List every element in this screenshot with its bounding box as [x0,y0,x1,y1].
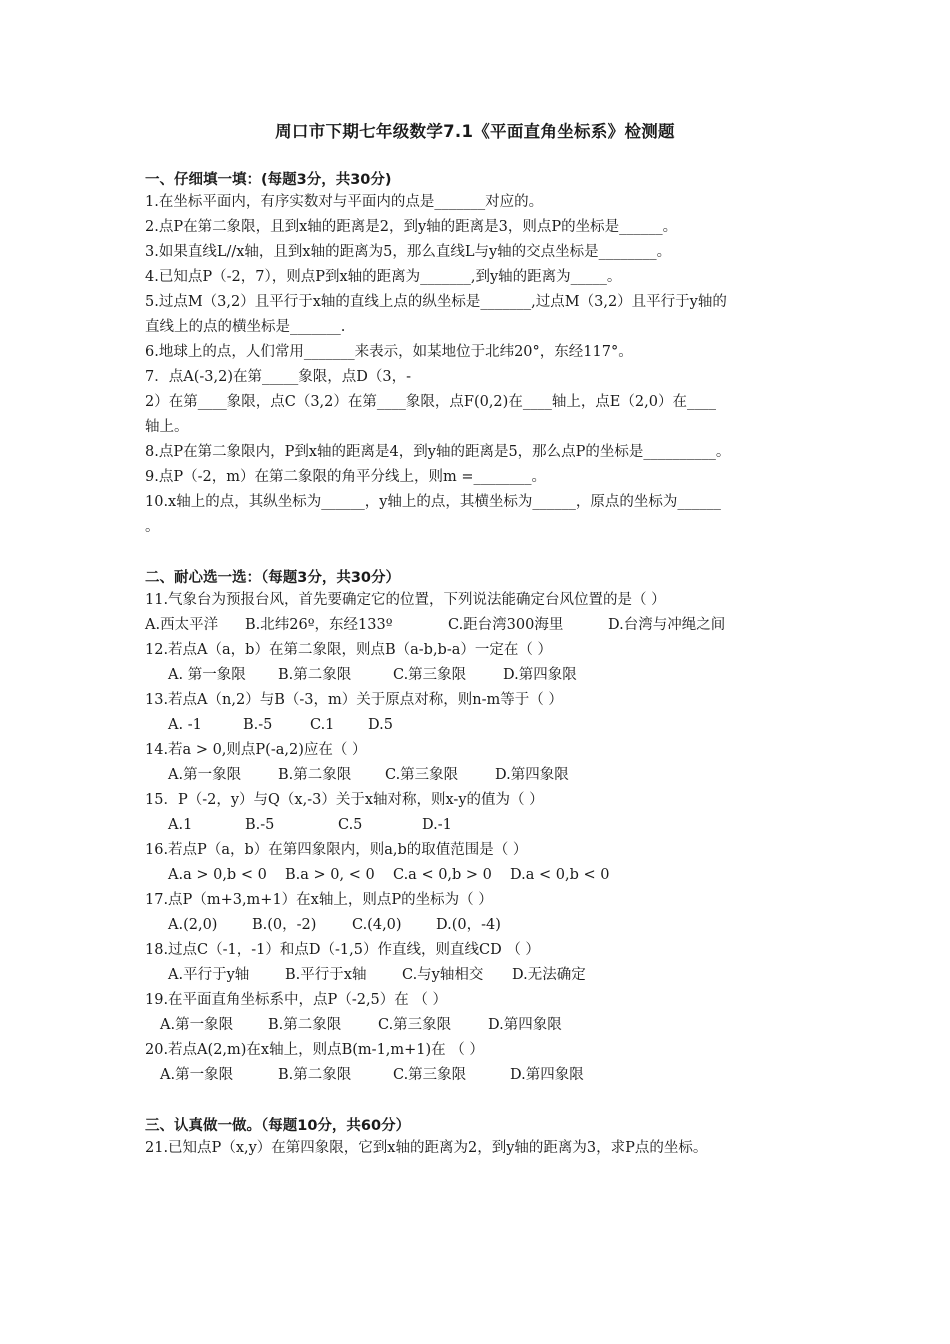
question-5-line-2: 直线上的点的横坐标是_______. [145,319,346,335]
question-19: 19.在平面直角坐标系中，点P（-2,5）在 （ ） [145,992,447,1008]
q17-option-d: D.(0，-4) [436,917,501,933]
question-14: 14.若a > 0,则点P(-a,2)应在（ ） [145,742,367,758]
q18-option-b: B.平行于x轴 [285,967,367,983]
question-21: 21.已知点P（x,y）在第四象限，它到x轴的距离为2，到y轴的距离为3，求P点的坐标。 [145,1140,708,1156]
q16-option-c: C.a < 0,b > 0 [393,867,492,883]
question-6: 6.地球上的点，人们常用_______来表示，如某地位于北纬20°，东经117°。 [145,344,633,360]
q15-option-c: C.5 [338,817,363,833]
q14-option-b: B.第二象限 [278,767,352,783]
q19-option-c: C.第三象限 [378,1017,452,1033]
q13-option-d: D.5 [368,717,393,733]
question-7-line-1: 7．点A(-3,2)在第_____象限，点D（3，- [145,369,411,385]
question-7-line-3: 轴上。 [145,419,189,435]
document-title: 周口市下期七年级数学7.1《平面直角坐标系》检测题 [275,122,675,141]
question-12: 12.若点A（a，b）在第二象限，则点B（a-b,b-a）一定在（ ） [145,642,552,658]
q12-option-a: A. 第一象限 [168,667,246,683]
question-16: 16.若点P（a，b）在第四象限内，则a,b的取值范围是（ ） [145,842,528,858]
q19-option-d: D.第四象限 [488,1017,562,1033]
q11-option-a: A.西太平洋 [145,617,219,633]
q17-option-a: A.(2,0) [168,917,218,933]
q15-option-a: A.1 [168,817,193,833]
q17-option-b: B.(0，-2) [252,917,317,933]
q13-option-b: B.-5 [243,717,273,733]
question-7-line-2: 2）在第____象限，点C（3,2）在第____象限，点F(0,2)在____轴上，点E（2,0）在____ [145,394,716,410]
q16-option-a: A.a > 0,b < 0 [168,867,267,883]
q17-option-c: C.(4,0) [352,917,402,933]
question-10-line-2: 。 [145,519,160,535]
question-13: 13.若点A（n,2）与B（-3，m）关于原点对称，则n-m等于（ ） [145,692,563,708]
question-9: 9.点P（-2，m）在第二象限的角平分线上，则m =________。 [145,469,546,485]
q11-option-c: C.距台湾300海里 [448,617,564,633]
q19-option-a: A.第一象限 [160,1017,234,1033]
q19-option-b: B.第二象限 [268,1017,342,1033]
q12-option-c: C.第三象限 [393,667,467,683]
q13-option-c: C.1 [310,717,335,733]
section-2-heading: 二、耐心选一选：（每题3分，共30分） [145,570,401,586]
q11-option-b: B.北纬26º，东经133º [245,617,393,633]
q12-option-d: D.第四象限 [503,667,577,683]
section-1-heading: 一、仔细填一填：(每题3分，共30分) [145,172,392,188]
q20-option-b: B.第二象限 [278,1067,352,1083]
q20-option-a: A.第一象限 [160,1067,234,1083]
question-3: 3.如果直线L//x轴，且到x轴的距离为5，那么直线L与y轴的交点坐标是________。 [145,244,672,260]
q11-option-d: D.台湾与冲绳之间 [608,617,726,633]
q20-option-c: C.第三象限 [393,1067,467,1083]
q13-option-a: A. -1 [168,717,202,733]
question-10-line-1: 10.x轴上的点，其纵坐标为______，y轴上的点，其横坐标为______，原点的坐标为______ [145,494,721,510]
q18-option-d: D.无法确定 [512,967,586,983]
q14-option-a: A.第一象限 [168,767,242,783]
question-4: 4.已知点P（-2，7），则点P到x轴的距离为_______,到y轴的距离为_____。 [145,269,622,285]
q15-option-d: D.-1 [422,817,452,833]
q14-option-c: C.第三象限 [385,767,459,783]
q14-option-d: D.第四象限 [495,767,569,783]
q16-option-b: B.a > 0, < 0 [285,867,375,883]
question-15: 15．P（-2，y）与Q（x,-3）关于x轴对称，则x-y的值为（ ） [145,792,544,808]
section-3-heading: 三、认真做一做。（每题10分，共60分） [145,1118,411,1134]
q18-option-a: A.平行于y轴 [168,967,250,983]
question-2: 2.点P在第二象限，且到x轴的距离是2，到y轴的距离是3，则点P的坐标是______。 [145,219,678,235]
question-20: 20.若点A(2,m)在x轴上，则点B(m-1,m+1)在 （ ） [145,1042,484,1058]
q16-option-d: D.a < 0,b < 0 [510,867,610,883]
question-5-line-1: 5.过点M（3,2）且平行于x轴的直线上点的纵坐标是_______,过点M（3,2）且平行于y轴的 [145,294,727,310]
q20-option-d: D.第四象限 [510,1067,584,1083]
question-11: 11.气象台为预报台风，首先要确定它的位置，下列说法能确定台风位置的是（ ） [145,592,666,608]
q12-option-b: B.第二象限 [278,667,352,683]
q15-option-b: B.-5 [245,817,275,833]
q18-option-c: C.与y轴相交 [402,967,484,983]
question-8: 8.点P在第二象限内，P到x轴的距离是4，到y轴的距离是5，那么点P的坐标是__________。 [145,444,731,460]
question-17: 17.点P（m+3,m+1）在x轴上，则点P的坐标为（ ） [145,892,493,908]
question-18: 18.过点C（-1，-1）和点D（-1,5）作直线，则直线CD （ ） [145,942,540,958]
question-1: 1.在坐标平面内，有序实数对与平面内的点是_______对应的。 [145,194,544,210]
